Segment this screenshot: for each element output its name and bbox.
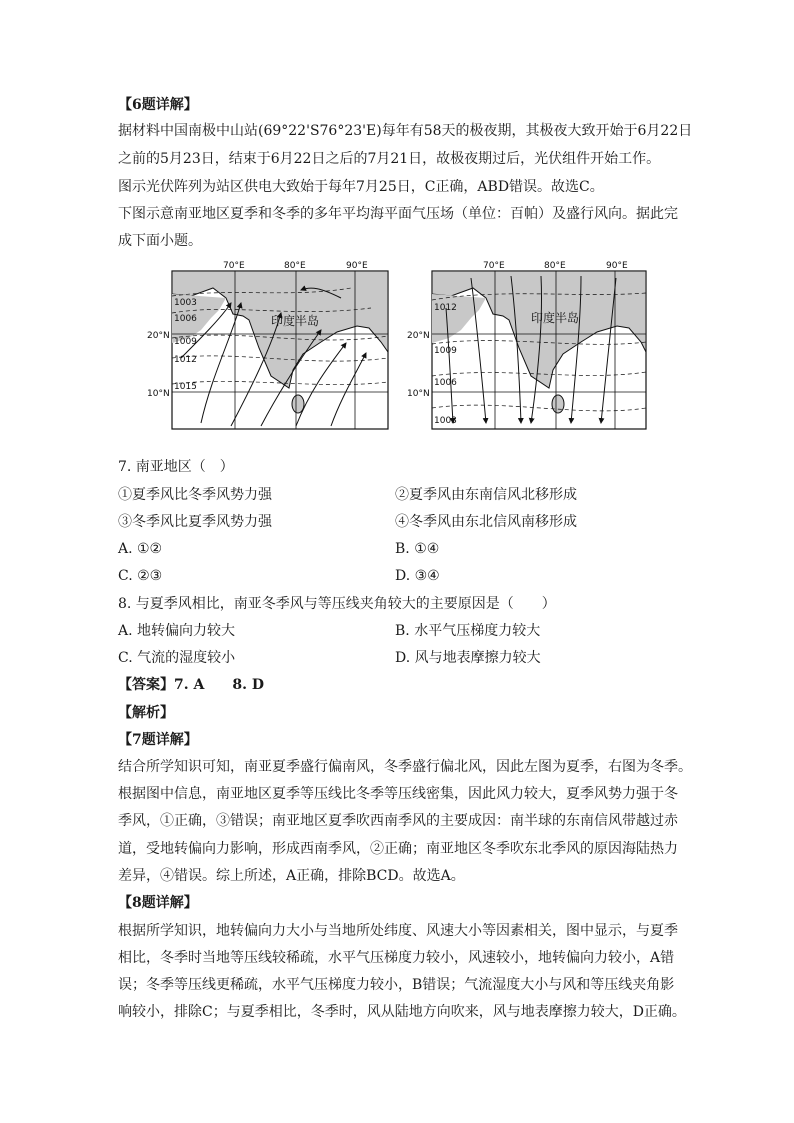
winter-isobar-1006: 1006 (434, 378, 457, 388)
q7-statement-3: ③冬季风比夏季风势力强 (118, 514, 272, 530)
q7-option-c: C. ②③ (118, 568, 163, 584)
summer-lon-90: 90°E (346, 261, 368, 271)
q7-detail-line-5: 差异，④错误。综上所述，A正确，排除BCD。故选A。 (118, 868, 465, 884)
winter-lon-90: 90°E (606, 261, 628, 271)
summer-lat-20: 20°N (147, 331, 170, 341)
q8-detail-line-2: 相比，冬季时当地等压线较稀疏，水平气压梯度力较小，风速较小，地转偏向力较小，A错 (118, 950, 675, 966)
intro-line-2: 成下面小题。 (118, 233, 202, 249)
winter-lat-20: 20°N (407, 331, 430, 341)
q7-stem: 7. 南亚地区（ ） (118, 459, 234, 475)
q6-line-3: 图示光伏阵列为站区供电大致始于每年7月25日，C正确，ABD错误。故选C。 (118, 179, 604, 195)
intro-line-1: 下图示意南亚地区夏季和冬季的多年平均海平面气压场（单位：百帕）及盛行风向。据此完 (118, 206, 678, 222)
summer-lat-10: 10°N (147, 389, 170, 399)
q7-statement-4: ④冬季风由东北信风南移形成 (395, 514, 577, 530)
q7-detail-line-2: 根据图中信息，南亚地区夏季等压线比冬季等压线密集，因此风力较大，夏季风势力强于冬 (118, 786, 678, 802)
summer-map (147, 258, 389, 430)
analysis-label: 【解析】 (118, 705, 174, 721)
q7-detail-line-3: 季风，①正确，③错误；南亚地区夏季吹西南季风的主要成因：南半球的东南信风带越过赤 (118, 813, 678, 829)
summer-isobar-1003: 1003 (174, 298, 197, 308)
q8-detail-line-1: 根据所学知识，地转偏向力大小与当地所处纬度、风速大小等因素相关，图中显示，与夏季 (118, 923, 678, 939)
summer-place-label: 印度半岛 (271, 314, 320, 328)
q7-detail-line-4: 道，受地转偏向力影响，形成西南季风，②正确；南亚地区冬季吹东北季风的原因海陆热力 (118, 841, 678, 857)
answer-line: 【答案】7. A 8. D (118, 677, 264, 693)
winter-isobar-1003: 1003 (434, 416, 457, 426)
winter-isobar-1009: 1009 (434, 346, 457, 356)
q8-detail-line-3: 误；冬季等压线更稀疏，水平气压梯度力较小，B错误；气流湿度大小与风和等压线夹角影 (118, 977, 675, 993)
summer-isobar-1012: 1012 (174, 355, 197, 365)
winter-isobar-1012: 1012 (434, 303, 457, 313)
q8-detail-heading: 【8题详解】 (118, 895, 198, 911)
winter-lon-80: 80°E (544, 261, 566, 271)
summer-lon-80: 80°E (284, 261, 306, 271)
summer-isobar-1015: 1015 (174, 382, 197, 392)
q7-detail-heading: 【7题详解】 (118, 732, 198, 748)
q7-statement-1: ①夏季风比冬季风势力强 (118, 487, 272, 503)
summer-lon-70: 70°E (223, 261, 245, 271)
winter-map (407, 258, 647, 430)
q7-option-d: D. ③④ (395, 568, 440, 584)
q6-heading: 【6题详解】 (118, 97, 198, 113)
q8-option-a: A. 地转偏向力较大 (118, 623, 236, 639)
q8-option-c: C. 气流的湿度较小 (118, 650, 236, 666)
summer-isobar-1006: 1006 (174, 314, 197, 324)
q8-option-d: D. 风与地表摩擦力较大 (395, 650, 541, 666)
winter-lon-70: 70°E (483, 261, 505, 271)
q6-line-1: 据材料中国南极中山站(69°22'S76°23'E)每年有58天的极夜期，其极夜大致开始于6月22日 (118, 123, 693, 139)
winter-lat-10: 10°N (407, 389, 430, 399)
q8-stem: 8. 与夏季风相比，南亚冬季风与等压线夹角较大的主要原因是（ ） (118, 596, 556, 612)
summer-isobar-1009: 1009 (174, 337, 197, 347)
q7-detail-line-1: 结合所学知识可知，南亚夏季盛行偏南风，冬季盛行偏北风，因此左图为夏季，右图为冬季。 (118, 759, 692, 775)
pressure-maps-figure (147, 258, 647, 438)
q6-line-2: 之前的5月23日，结束于6月22日之后的7月21日，故极夜期过后，光伏组件开始工作。 (118, 151, 661, 167)
winter-place-label: 印度半岛 (531, 311, 580, 325)
q8-option-b: B. 水平气压梯度力较大 (395, 623, 541, 639)
q7-statement-2: ②夏季风由东南信风北移形成 (395, 487, 577, 503)
q8-detail-line-4: 响较小，排除C；与夏季相比，冬季时，风从陆地方向吹来，风与地表摩擦力较大，D正确。 (118, 1004, 686, 1020)
q7-option-a: A. ①② (118, 541, 163, 557)
q7-option-b: B. ①④ (395, 541, 440, 557)
